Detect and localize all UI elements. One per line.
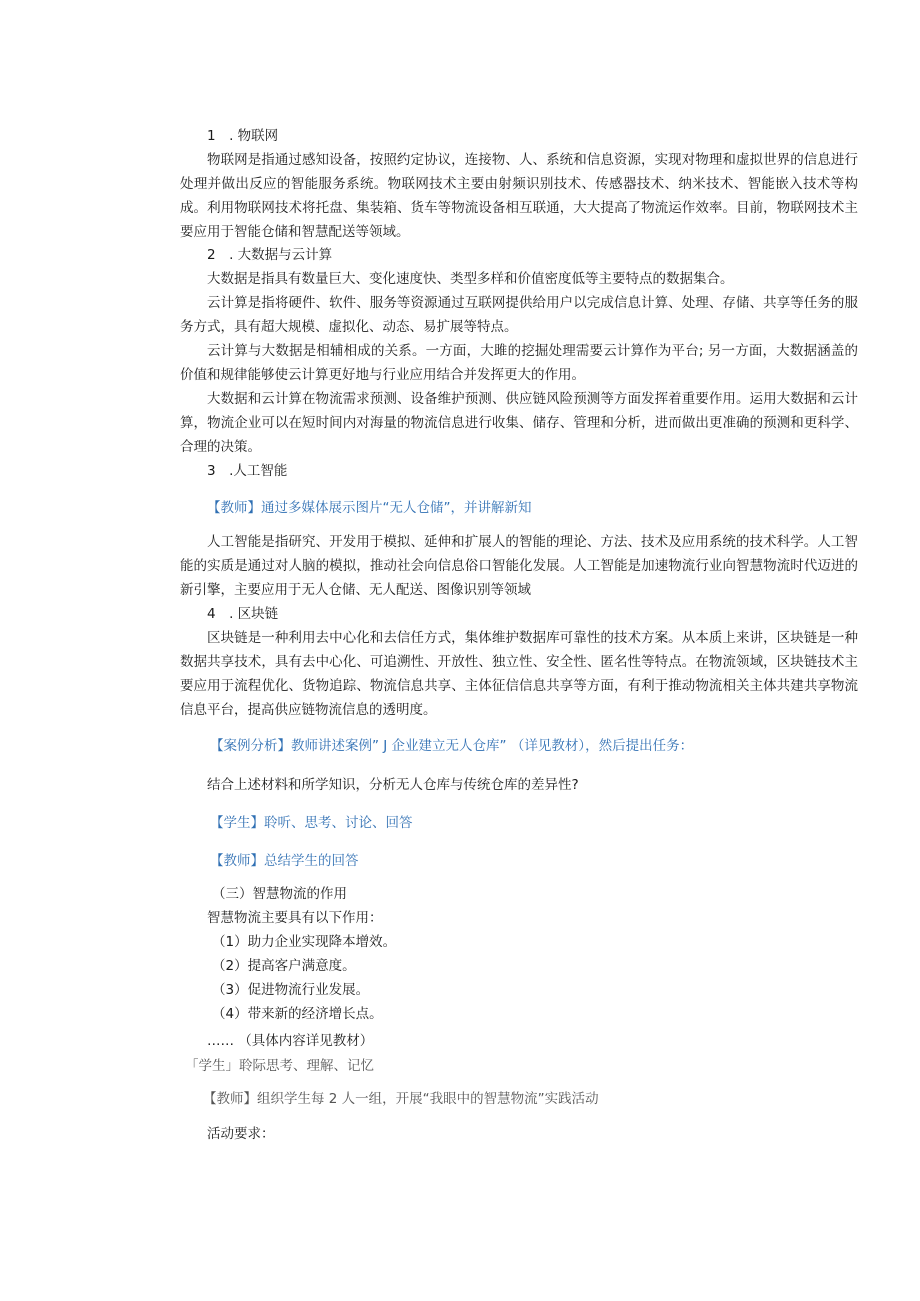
teacher-note-ai: 【教师】通过多媒体展示图片“无人仓储”，并讲解新知 (207, 500, 532, 516)
role-item-3: （3）促进物流行业发展。 (212, 982, 370, 998)
case-task: 结合上述材料和所学知识，分析无人仓库与传统仓库的差异性? (207, 777, 579, 793)
teacher-activity: 【教师】组织学生每 2 人一组，开展“我眼中的智慧物流”实践活动 (203, 1091, 599, 1107)
paragraph-bigdata-2: 云计算是指将硬件、软件、服务等资源通过互联网提供给用户以完成信息计算、处理、存储、共享等任务的服务方式，具有超大规模、虚拟化、动态、易扩展等特点。 (180, 295, 858, 335)
section-heading-bigdata: 2 . 大数据与云计算 (207, 247, 333, 263)
paragraph-blockchain: 区块链是一种利用去中心化和去信任方式，集体维护数据库可靠性的技术方案。从本质上来讲，区块链是一种数据共享技术，具有去中心化、可追溯性、开放性、独立性、安全性、匿名性等特点。在物流领域，区块链技术主要应用于流程优化、货物追踪、物流信息共享、主体征信信息共享等方面，有利于推动物流相关主体共建共享物流信息平台，提高供应链物流信息的透明度。 (180, 630, 858, 718)
case-analysis-intro: 【案例分析】教师讲述案例” J 企业建立无人仓库” （详见教材），然后提出任务： (210, 738, 694, 754)
role-item-2: （2）提高客户满意度。 (212, 958, 356, 974)
paragraph-iot: 物联网是指通过感知设备，按照约定协议，连接物、人、系统和信息资源，实现对物理和虚拟世界的信息进行处理并做出反应的智能服务系统。物联网技术主要由射频识别技术、传感器技术、纳米技术、智能嵌入技术等构成。利用物联网技术将托盘、集装箱、货车等物流设备相互联通，大大提高了物流运作效率。目前，物联网技术主要应用于智能仓储和智慧配送等领域。 (180, 152, 858, 240)
section-heading-ai: 3 .人工智能 (207, 463, 288, 479)
role-item-4: （4）带来新的经济增长点。 (212, 1006, 383, 1022)
student-response: 【学生】聆听、思考、讨论、回答 (210, 815, 413, 831)
teacher-summary: 【教师】总结学生的回答 (210, 853, 359, 869)
paragraph-bigdata-4: 大数据和云计算在物流需求预测、设备维护预测、供应链风险预测等方面发挥着重要作用。运用大数据和云计算，物流企业可以在短时间内对海量的物流信息进行收集、储存、管理和分析，进而做出更准确的预测和更科学、合理的决策。 (180, 391, 858, 455)
paragraph-bigdata-3: 云计算与大数据是相辅相成的关系。一方面，大雎的挖掘处理需要云计算作为平台; 另一方面，大数据涵盖的价值和规律能够使云计算更好地与行业应用结合并发挥更大的作用。 (180, 343, 858, 383)
paragraph-ai: 人工智能是指研究、开发用于模拟、延伸和扩展人的智能的理论、方法、技术及应用系统的技术科学。人工智能的实质是通过对人脑的模拟，推动社会向信息俗口智能化发展。人工智能是加速物流行业向智慧物流时代迈进的新引擎，主要应用于无人仓储、无人配送、图像识别等领域 (180, 534, 858, 598)
role-more: …… （具体内容详见教材） (207, 1033, 374, 1049)
section-heading-blockchain: 4 . 区块链 (207, 606, 279, 622)
student-note-role: 「学生」聆际思考、理解、记忆 (185, 1058, 374, 1074)
activity-requirements: 活动要求： (207, 1126, 275, 1142)
paragraph-bigdata-1: 大数据是指具有数量巨大、变化速度快、类型多样和价值密度低等主要特点的数据集合。 (207, 271, 734, 287)
section-heading-role: （三）智慧物流的作用 (212, 886, 347, 902)
section-heading-iot: 1 . 物联网 (207, 128, 279, 144)
role-intro: 智慧物流主要具有以下作用： (207, 910, 383, 926)
role-item-1: （1）助力企业实现降本增效。 (212, 934, 397, 950)
